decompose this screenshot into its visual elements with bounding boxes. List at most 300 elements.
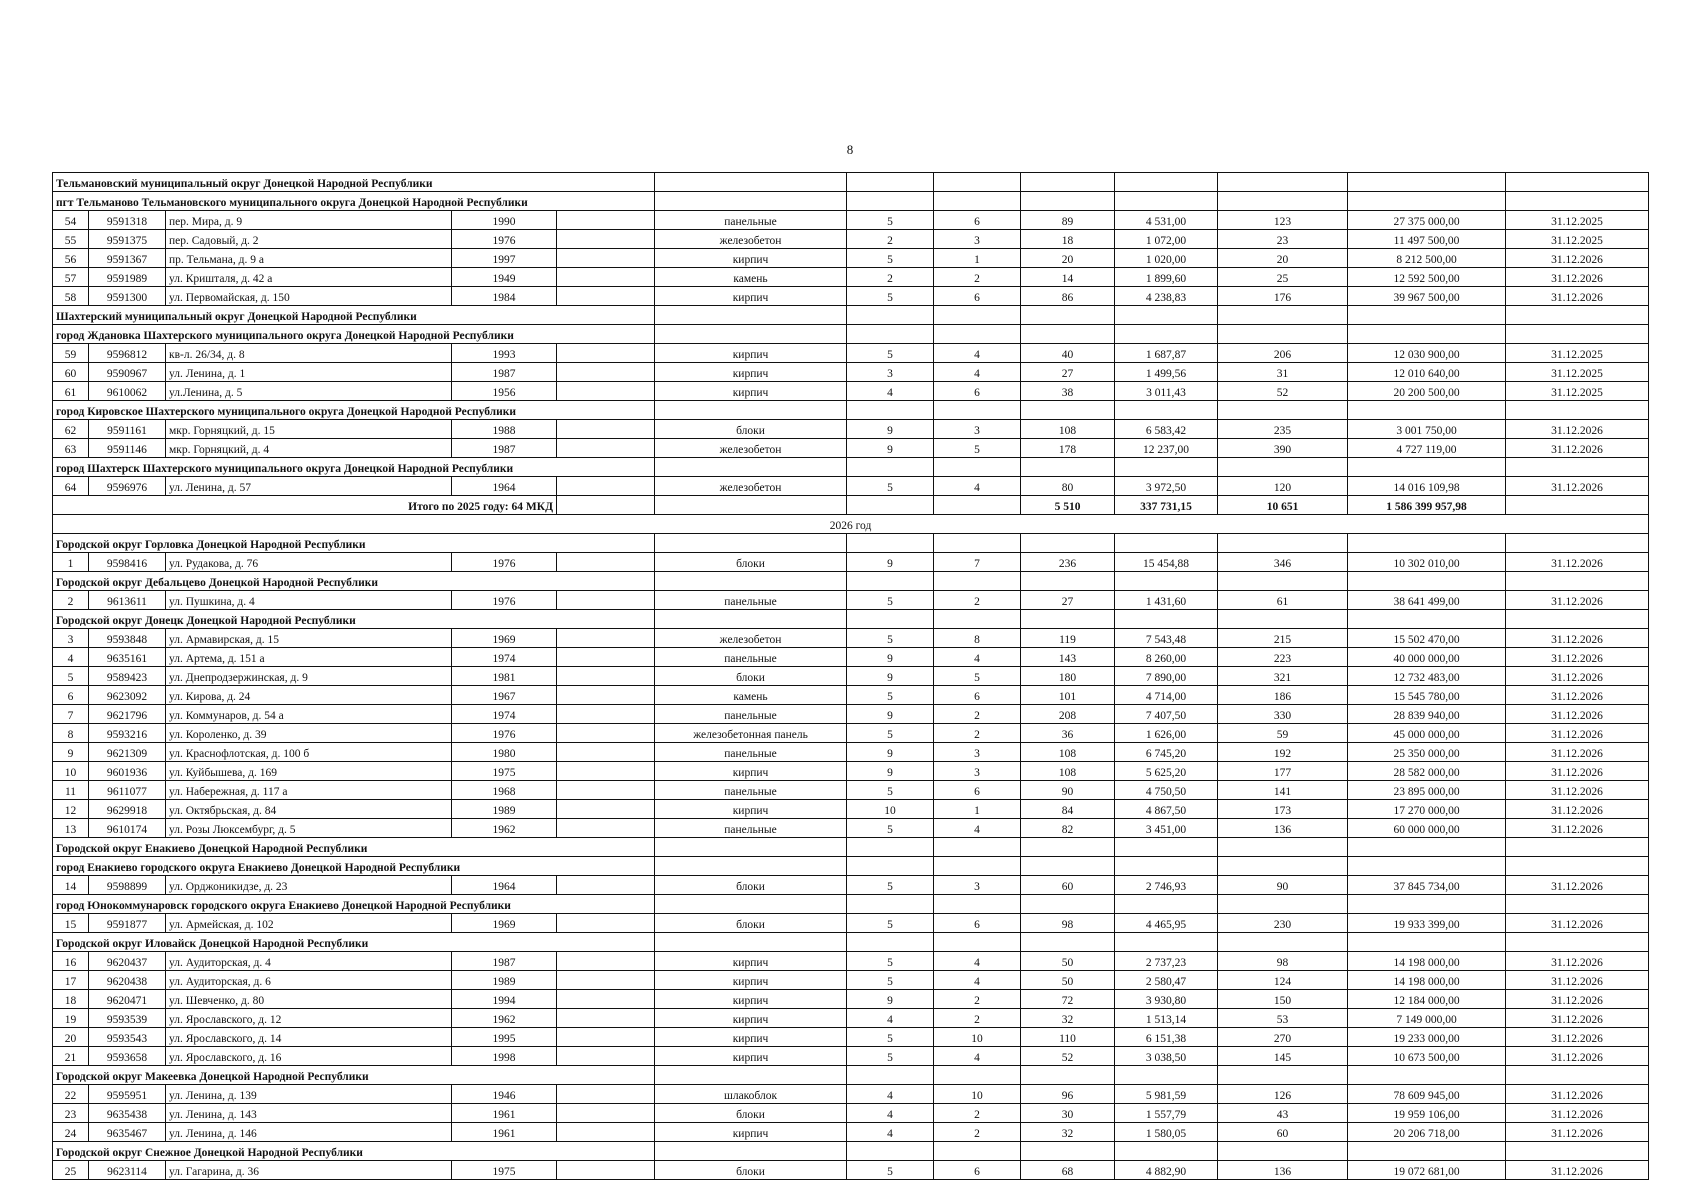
table-row <box>53 914 1649 933</box>
cell-entrances: 3 <box>934 230 1021 249</box>
cell-row-number: 57 <box>53 268 89 287</box>
empty-cell <box>847 306 934 325</box>
empty-cell <box>1115 325 1218 344</box>
table-row <box>53 952 1649 971</box>
cell-blank-column <box>557 724 655 743</box>
cell-residents: 25 <box>1218 268 1348 287</box>
cell-wall-material: блоки <box>655 914 847 933</box>
cell-floors: 5 <box>847 249 934 268</box>
section-heading-row <box>53 895 1649 914</box>
cell-year-built: 1989 <box>452 800 557 819</box>
empty-cell <box>1506 325 1649 344</box>
cell-row-number: 15 <box>53 914 89 933</box>
cell-address: мкр. Горняцкий, д. 4 <box>166 439 452 458</box>
section-heading: Городской округ Иловайск Донецкой Народной Республики <box>53 933 655 952</box>
cell-deadline: 31.12.2026 <box>1506 990 1649 1009</box>
cell-wall-material: камень <box>655 268 847 287</box>
table-row <box>53 1085 1649 1104</box>
cell-total-area: 1 499,56 <box>1115 363 1218 382</box>
empty-cell <box>1348 838 1506 857</box>
cell-year-built: 1998 <box>452 1047 557 1066</box>
cell-floors: 5 <box>847 1161 934 1180</box>
cell-building-id: 9591375 <box>89 230 166 249</box>
cell-residents: 53 <box>1218 1009 1348 1028</box>
cell-blank-column <box>557 287 655 306</box>
cell-deadline: 31.12.2026 <box>1506 819 1649 838</box>
cell-repair-cost: 20 200 500,00 <box>1348 382 1506 401</box>
cell-address: ул. Орджоникидзе, д. 23 <box>166 876 452 895</box>
cell-building-id: 9596976 <box>89 477 166 496</box>
cell-deadline: 31.12.2026 <box>1506 287 1649 306</box>
cell-residents: 230 <box>1218 914 1348 933</box>
cell-row-number: 21 <box>53 1047 89 1066</box>
cell-year-built: 1993 <box>452 344 557 363</box>
cell-repair-cost: 12 010 640,00 <box>1348 363 1506 382</box>
cell-year-built: 1975 <box>452 1161 557 1180</box>
cell-floors: 4 <box>847 1085 934 1104</box>
cell-apartments: 89 <box>1021 211 1115 230</box>
cell-apartments: 143 <box>1021 648 1115 667</box>
cell-building-id: 9623092 <box>89 686 166 705</box>
cell-row-number: 5 <box>53 667 89 686</box>
cell-total-area: 4 465,95 <box>1115 914 1218 933</box>
cell-total-area: 1 626,00 <box>1115 724 1218 743</box>
cell-entrances: 8 <box>934 629 1021 648</box>
cell-blank-column <box>557 230 655 249</box>
cell-row-number: 17 <box>53 971 89 990</box>
empty-cell <box>1021 857 1115 876</box>
cell-total-area: 2 580,47 <box>1115 971 1218 990</box>
cell-building-id: 9611077 <box>89 781 166 800</box>
table-row <box>53 667 1649 686</box>
cell-repair-cost: 27 375 000,00 <box>1348 211 1506 230</box>
cell-repair-cost: 37 845 734,00 <box>1348 876 1506 895</box>
empty-cell <box>1021 610 1115 629</box>
cell-wall-material: кирпич <box>655 249 847 268</box>
empty-cell <box>1506 1066 1649 1085</box>
cell-year-built: 1981 <box>452 667 557 686</box>
cell-floors: 4 <box>847 1104 934 1123</box>
cell-building-id: 9598416 <box>89 553 166 572</box>
empty-cell <box>934 1142 1021 1161</box>
cell-apartments: 119 <box>1021 629 1115 648</box>
empty-cell <box>1021 933 1115 952</box>
cell-deadline: 31.12.2026 <box>1506 914 1649 933</box>
section-heading: город Енакиево городского округа Енакиево Донецкой Народной Республики <box>53 857 655 876</box>
cell-wall-material: кирпич <box>655 971 847 990</box>
total-deadline <box>1506 496 1649 515</box>
cell-year-built: 1987 <box>452 363 557 382</box>
cell-apartments: 80 <box>1021 477 1115 496</box>
section-heading: Городской округ Дебальцево Донецкой Народной Республики <box>53 572 655 591</box>
cell-row-number: 11 <box>53 781 89 800</box>
empty-cell <box>1021 1066 1115 1085</box>
cell-address: ул. Рудакова, д. 76 <box>166 553 452 572</box>
section-heading: Тельмановский муниципальный округ Донецкой Народной Республики <box>53 173 655 192</box>
cell-wall-material: блоки <box>655 1104 847 1123</box>
cell-row-number: 54 <box>53 211 89 230</box>
section-heading: пгт Тельманово Тельмановского муниципального округа Донецкой Народной Республики <box>53 192 655 211</box>
cell-wall-material: панельные <box>655 648 847 667</box>
empty-cell <box>847 933 934 952</box>
cell-wall-material: железобетон <box>655 629 847 648</box>
section-heading-row <box>53 325 1649 344</box>
empty-cell <box>1506 857 1649 876</box>
cell-entrances: 2 <box>934 1009 1021 1028</box>
empty-cell <box>1506 1142 1649 1161</box>
cell-wall-material: железобетон <box>655 230 847 249</box>
cell-floors: 5 <box>847 211 934 230</box>
cell-total-area: 6 151,38 <box>1115 1028 1218 1047</box>
cell-apartments: 178 <box>1021 439 1115 458</box>
section-heading: город Юнокоммунаровск городского округа Енакиево Донецкой Народной Республики <box>53 895 655 914</box>
cell-repair-cost: 3 001 750,00 <box>1348 420 1506 439</box>
cell-total-area: 1 513,14 <box>1115 1009 1218 1028</box>
cell-wall-material: блоки <box>655 553 847 572</box>
cell-address: ул. Артема, д. 151 а <box>166 648 452 667</box>
cell-total-area: 8 260,00 <box>1115 648 1218 667</box>
cell-address: ул. Октябрьская, д. 84 <box>166 800 452 819</box>
empty-cell <box>655 838 847 857</box>
cell-entrances: 4 <box>934 648 1021 667</box>
empty-cell <box>655 895 847 914</box>
section-heading-row <box>53 534 1649 553</box>
cell-blank-column <box>557 1028 655 1047</box>
cell-deadline: 31.12.2026 <box>1506 705 1649 724</box>
cell-deadline: 31.12.2025 <box>1506 211 1649 230</box>
table-row <box>53 876 1649 895</box>
cell-total-area: 5 981,59 <box>1115 1085 1218 1104</box>
cell-apartments: 236 <box>1021 553 1115 572</box>
empty-cell <box>1021 895 1115 914</box>
cell-total-area: 6 745,20 <box>1115 743 1218 762</box>
cell-apartments: 36 <box>1021 724 1115 743</box>
empty-cell <box>1348 572 1506 591</box>
empty-cell <box>1218 192 1348 211</box>
cell-year-built: 1988 <box>452 420 557 439</box>
cell-row-number: 56 <box>53 249 89 268</box>
cell-residents: 126 <box>1218 1085 1348 1104</box>
cell-building-id: 9593216 <box>89 724 166 743</box>
cell-address: ул. Набережная, д. 117 а <box>166 781 452 800</box>
cell-total-area: 4 750,50 <box>1115 781 1218 800</box>
cell-total-area: 5 625,20 <box>1115 762 1218 781</box>
cell-wall-material: кирпич <box>655 952 847 971</box>
cell-row-number: 2 <box>53 591 89 610</box>
section-heading-row <box>53 610 1649 629</box>
cell-wall-material: кирпич <box>655 800 847 819</box>
cell-blank-column <box>557 211 655 230</box>
cell-residents: 124 <box>1218 971 1348 990</box>
cell-entrances: 2 <box>934 705 1021 724</box>
cell-floors: 2 <box>847 230 934 249</box>
cell-wall-material: кирпич <box>655 1047 847 1066</box>
cell-repair-cost: 39 967 500,00 <box>1348 287 1506 306</box>
table-row <box>53 762 1649 781</box>
cell-address: ул. Куйбышева, д. 169 <box>166 762 452 781</box>
cell-floors: 9 <box>847 648 934 667</box>
empty-cell <box>655 1066 847 1085</box>
cell-deadline: 31.12.2026 <box>1506 667 1649 686</box>
empty-cell <box>655 534 847 553</box>
cell-deadline: 31.12.2026 <box>1506 553 1649 572</box>
cell-row-number: 55 <box>53 230 89 249</box>
cell-year-built: 1995 <box>452 1028 557 1047</box>
cell-row-number: 24 <box>53 1123 89 1142</box>
cell-floors: 5 <box>847 781 934 800</box>
table-row <box>53 268 1649 287</box>
cell-year-built: 1997 <box>452 249 557 268</box>
cell-year-built: 1969 <box>452 914 557 933</box>
cell-address: ул. Короленко, д. 39 <box>166 724 452 743</box>
table-row <box>53 363 1649 382</box>
cell-blank-column <box>557 648 655 667</box>
cell-building-id: 9610174 <box>89 819 166 838</box>
cell-deadline: 31.12.2026 <box>1506 1047 1649 1066</box>
cell-year-built: 1980 <box>452 743 557 762</box>
cell-entrances: 6 <box>934 686 1021 705</box>
cell-entrances: 7 <box>934 553 1021 572</box>
cell-address: ул. Ярославского, д. 16 <box>166 1047 452 1066</box>
empty-cell <box>1115 857 1218 876</box>
cell-year-built: 1956 <box>452 382 557 401</box>
cell-residents: 235 <box>1218 420 1348 439</box>
empty-cell <box>1021 534 1115 553</box>
cell-building-id: 9629918 <box>89 800 166 819</box>
section-heading: город Шахтерск Шахтерского муниципального округа Донецкой Народной Республики <box>53 458 655 477</box>
cell-floors: 5 <box>847 724 934 743</box>
table-row <box>53 1047 1649 1066</box>
cell-apartments: 32 <box>1021 1009 1115 1028</box>
table-body <box>53 173 1649 1180</box>
cell-apartments: 50 <box>1021 952 1115 971</box>
cell-residents: 270 <box>1218 1028 1348 1047</box>
cell-residents: 43 <box>1218 1104 1348 1123</box>
cell-apartments: 98 <box>1021 914 1115 933</box>
cell-wall-material: блоки <box>655 420 847 439</box>
cell-repair-cost: 14 198 000,00 <box>1348 971 1506 990</box>
cell-floors: 5 <box>847 1028 934 1047</box>
cell-apartments: 32 <box>1021 1123 1115 1142</box>
cell-wall-material: железобетонная панель <box>655 724 847 743</box>
cell-repair-cost: 7 149 000,00 <box>1348 1009 1506 1028</box>
cell-repair-cost: 14 198 000,00 <box>1348 952 1506 971</box>
cell-residents: 192 <box>1218 743 1348 762</box>
cell-entrances: 4 <box>934 363 1021 382</box>
section-heading-row <box>53 857 1649 876</box>
cell-deadline: 31.12.2026 <box>1506 971 1649 990</box>
cell-entrances: 3 <box>934 876 1021 895</box>
cell-residents: 186 <box>1218 686 1348 705</box>
cell-address: пер. Мира, д. 9 <box>166 211 452 230</box>
cell-building-id: 9620437 <box>89 952 166 971</box>
empty-cell <box>655 933 847 952</box>
cell-entrances: 2 <box>934 1123 1021 1142</box>
empty-cell <box>1348 534 1506 553</box>
cell-total-area: 4 531,00 <box>1115 211 1218 230</box>
empty-cell <box>1115 306 1218 325</box>
cell-deadline: 31.12.2026 <box>1506 1123 1649 1142</box>
empty-cell <box>1506 401 1649 420</box>
cell-building-id: 9620438 <box>89 971 166 990</box>
cell-wall-material: панельные <box>655 705 847 724</box>
cell-building-id: 9621309 <box>89 743 166 762</box>
cell-building-id: 9593539 <box>89 1009 166 1028</box>
cell-blank-column <box>557 439 655 458</box>
cell-year-built: 1974 <box>452 648 557 667</box>
empty-cell <box>934 534 1021 553</box>
cell-year-built: 1990 <box>452 211 557 230</box>
cell-blank-column <box>557 1085 655 1104</box>
cell-repair-cost: 20 206 718,00 <box>1348 1123 1506 1142</box>
cell-building-id: 9601936 <box>89 762 166 781</box>
section-heading-row <box>53 572 1649 591</box>
empty-cell <box>1506 895 1649 914</box>
cell-deadline: 31.12.2025 <box>1506 230 1649 249</box>
table-row <box>53 990 1649 1009</box>
empty-cell <box>1021 325 1115 344</box>
cell-address: ул. Кришталя, д. 42 а <box>166 268 452 287</box>
cell-year-built: 1961 <box>452 1104 557 1123</box>
cell-apartments: 14 <box>1021 268 1115 287</box>
table-row <box>53 971 1649 990</box>
cell-apartments: 38 <box>1021 382 1115 401</box>
cell-entrances: 2 <box>934 990 1021 1009</box>
cell-blank-column <box>557 971 655 990</box>
cell-wall-material: кирпич <box>655 1028 847 1047</box>
section-heading: Городской округ Макеевка Донецкой Народной Республики <box>53 1066 655 1085</box>
cell-blank-column <box>557 781 655 800</box>
empty-cell <box>1115 401 1218 420</box>
cell-total-area: 7 407,50 <box>1115 705 1218 724</box>
cell-row-number: 4 <box>53 648 89 667</box>
empty-cell <box>847 895 934 914</box>
cell-row-number: 25 <box>53 1161 89 1180</box>
cell-floors: 4 <box>847 382 934 401</box>
cell-wall-material: шлакоблок <box>655 1085 847 1104</box>
empty-cell <box>1218 857 1348 876</box>
cell-residents: 123 <box>1218 211 1348 230</box>
cell-residents: 60 <box>1218 1123 1348 1142</box>
cell-year-built: 1974 <box>452 705 557 724</box>
empty-cell <box>847 838 934 857</box>
cell-repair-cost: 12 184 000,00 <box>1348 990 1506 1009</box>
empty-cell <box>1348 173 1506 192</box>
empty-cell <box>1506 572 1649 591</box>
section-heading: город Кировское Шахтерского муниципального округа Донецкой Народной Республики <box>53 401 655 420</box>
empty-cell <box>1021 1142 1115 1161</box>
cell-residents: 136 <box>1218 1161 1348 1180</box>
cell-address: ул. Ленина, д. 146 <box>166 1123 452 1142</box>
cell-wall-material: кирпич <box>655 363 847 382</box>
cell-total-area: 4 714,00 <box>1115 686 1218 705</box>
cell-entrances: 5 <box>934 439 1021 458</box>
cell-deadline: 31.12.2026 <box>1506 952 1649 971</box>
cell-address: ул. Краснофлотская, д. 100 б <box>166 743 452 762</box>
year-heading-row <box>53 515 1649 534</box>
empty-cell <box>655 325 847 344</box>
cell-address: ул. Армейская, д. 102 <box>166 914 452 933</box>
cell-blank-column <box>557 553 655 572</box>
cell-repair-cost: 11 497 500,00 <box>1348 230 1506 249</box>
cell-residents: 59 <box>1218 724 1348 743</box>
empty-cell <box>934 496 1021 515</box>
cell-apartments: 84 <box>1021 800 1115 819</box>
cell-apartments: 108 <box>1021 420 1115 439</box>
section-heading-row <box>53 1066 1649 1085</box>
cell-total-area: 3 972,50 <box>1115 477 1218 496</box>
cell-residents: 141 <box>1218 781 1348 800</box>
empty-cell <box>1021 173 1115 192</box>
cell-entrances: 4 <box>934 971 1021 990</box>
cell-entrances: 1 <box>934 800 1021 819</box>
cell-repair-cost: 17 270 000,00 <box>1348 800 1506 819</box>
cell-residents: 20 <box>1218 249 1348 268</box>
empty-cell <box>847 496 934 515</box>
cell-repair-cost: 15 502 470,00 <box>1348 629 1506 648</box>
cell-year-built: 1964 <box>452 477 557 496</box>
table-row <box>53 686 1649 705</box>
total-row <box>53 496 1649 515</box>
cell-repair-cost: 28 839 940,00 <box>1348 705 1506 724</box>
cell-row-number: 1 <box>53 553 89 572</box>
cell-residents: 52 <box>1218 382 1348 401</box>
cell-address: ул. Гагарина, д. 36 <box>166 1161 452 1180</box>
cell-building-id: 9589423 <box>89 667 166 686</box>
cell-address: ул.Ленина, д. 5 <box>166 382 452 401</box>
cell-blank-column <box>557 705 655 724</box>
cell-floors: 5 <box>847 629 934 648</box>
cell-floors: 9 <box>847 667 934 686</box>
cell-repair-cost: 12 030 900,00 <box>1348 344 1506 363</box>
cell-blank-column <box>557 344 655 363</box>
cell-entrances: 4 <box>934 1047 1021 1066</box>
table-row <box>53 1123 1649 1142</box>
cell-blank-column <box>557 800 655 819</box>
cell-building-id: 9635438 <box>89 1104 166 1123</box>
empty-cell <box>1348 1142 1506 1161</box>
cell-entrances: 10 <box>934 1085 1021 1104</box>
empty-cell <box>1348 325 1506 344</box>
cell-floors: 5 <box>847 914 934 933</box>
cell-entrances: 4 <box>934 819 1021 838</box>
cell-blank-column <box>557 1104 655 1123</box>
empty-cell <box>934 325 1021 344</box>
total-label: Итого по 2025 году: 64 МКД <box>53 496 557 515</box>
cell-year-built: 1989 <box>452 971 557 990</box>
cell-deadline: 31.12.2026 <box>1506 1028 1649 1047</box>
cell-wall-material: панельные <box>655 211 847 230</box>
cell-entrances: 3 <box>934 420 1021 439</box>
empty-cell <box>847 1142 934 1161</box>
cell-residents: 215 <box>1218 629 1348 648</box>
cell-apartments: 86 <box>1021 287 1115 306</box>
empty-cell <box>847 610 934 629</box>
cell-repair-cost: 10 673 500,00 <box>1348 1047 1506 1066</box>
empty-cell <box>1506 192 1649 211</box>
cell-total-area: 2 746,93 <box>1115 876 1218 895</box>
cell-apartments: 52 <box>1021 1047 1115 1066</box>
cell-floors: 5 <box>847 1047 934 1066</box>
cell-floors: 5 <box>847 591 934 610</box>
cell-residents: 330 <box>1218 705 1348 724</box>
cell-blank-column <box>557 819 655 838</box>
cell-address: ул. Первомайская, д. 150 <box>166 287 452 306</box>
total-cost: 1 586 399 957,98 <box>1348 496 1506 515</box>
empty-cell <box>847 458 934 477</box>
cell-floors: 5 <box>847 477 934 496</box>
cell-residents: 176 <box>1218 287 1348 306</box>
